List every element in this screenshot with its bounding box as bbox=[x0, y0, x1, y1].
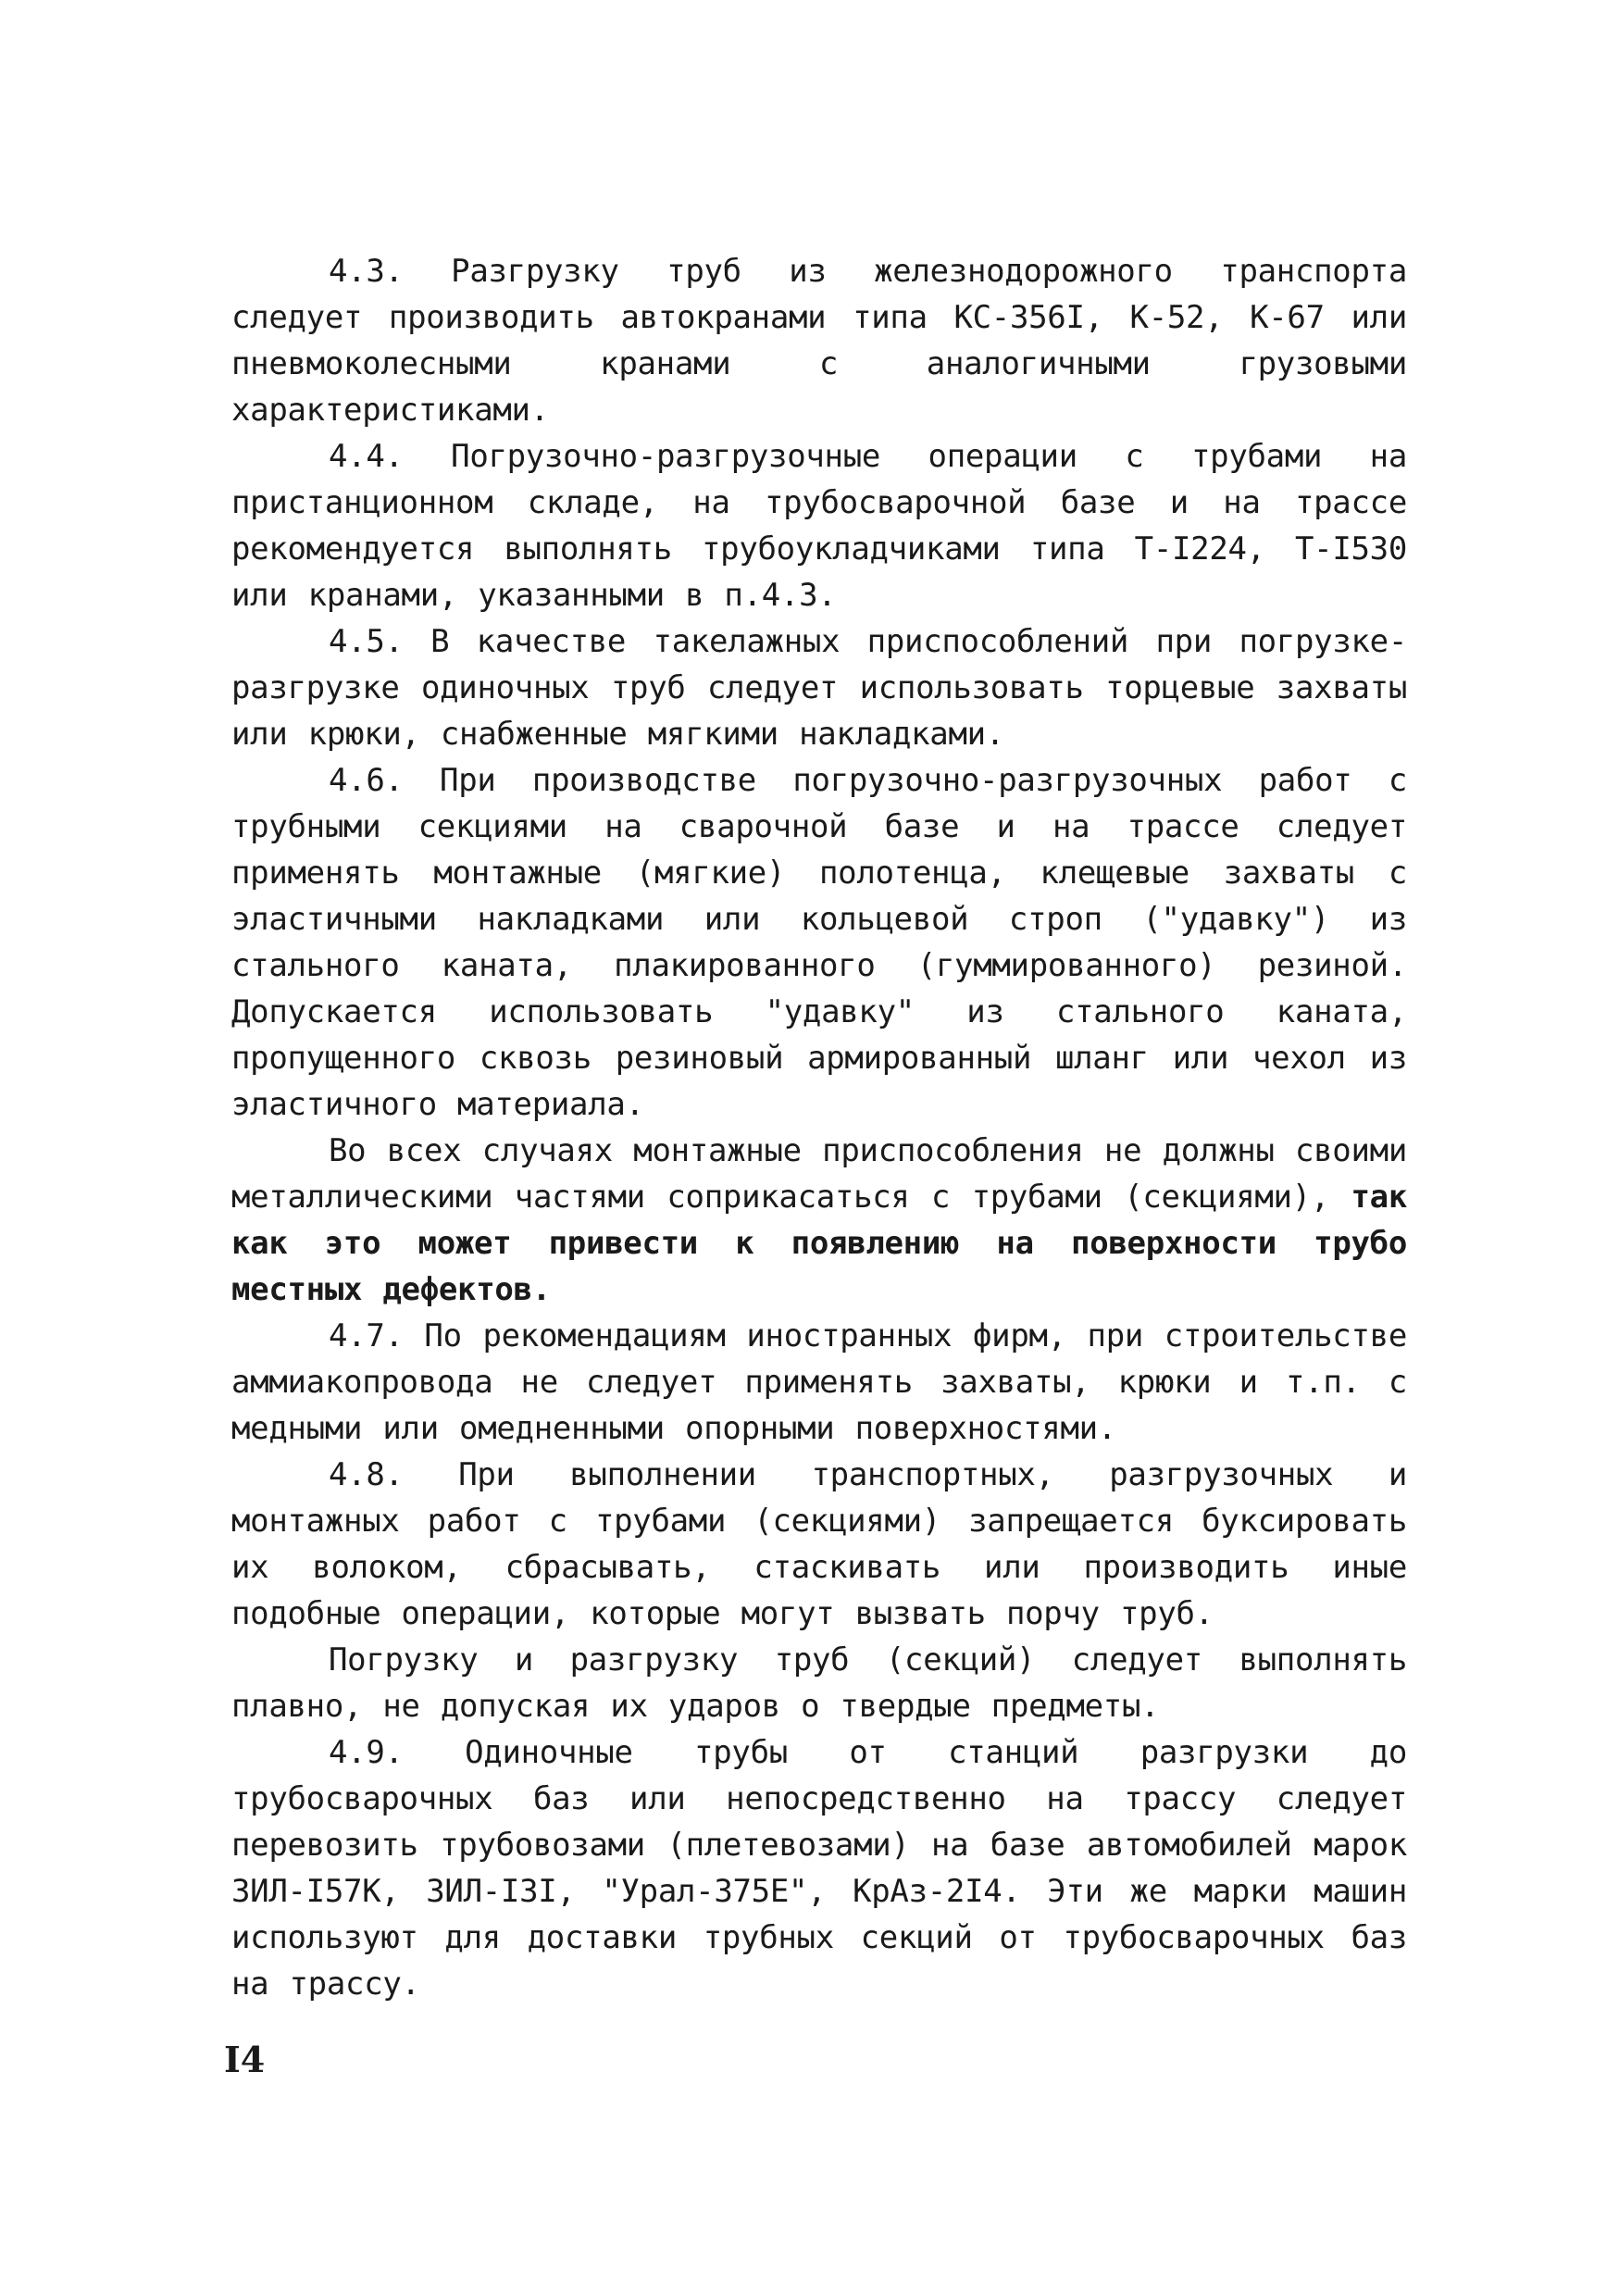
page-number: I4 bbox=[224, 2039, 266, 2080]
paragraph-4-4: 4.4. Погрузочно-разгрузочные операции с трубами на пристанционном складе, на трубосварочной базе и на трассе рекомендуется выполнять трубоукладчиками типа Т-I224, Т-I530 или кранами, указанными в п.4.3. bbox=[231, 438, 1407, 614]
body-text bbox=[231, 248, 1407, 2007]
paragraph-4-8: 4.8. При выполнении транспортных, разгрузочных и монтажных работ с трубами (секциями) запрещается буксировать их волоком, сбрасывать, стаскивать или производить иные подобные операции, которые могут вызвать порчу труб. bbox=[231, 1456, 1407, 1632]
paragraph-mounting-devices bbox=[231, 1128, 1407, 1313]
paragraph-loading-smoothly: Погрузку и разгрузку труб (секций) следует выполнять плавно, не допуская их ударов о твердые предметы. bbox=[231, 1641, 1407, 1725]
paragraph-4-9: 4.9. Одиночные трубы от станций разгрузки до трубосварочных баз или непосредственно на трассу следует перевозить трубовозами (плетевозами) на базе автомобилей марок ЗИЛ-I57К, ЗИЛ-I3I, "Урал-375Е", КрАз-2I4. Эти же марки машин используют для доставки трубных секций от трубосварочных баз на трассу. bbox=[231, 1734, 1407, 2003]
paragraph-mounting-devices-normal: Во всех случаях монтажные приспособления не должны своими металлическими частями соприкасаться с трубами (секциями), bbox=[231, 1132, 1407, 1216]
paragraph-mounting-devices-bold: так как это может привести к появлению на поверхности трубо местных дефектов. bbox=[231, 1179, 1407, 1308]
paragraph-4-6: 4.6. При производстве погрузочно-разгрузочных работ с трубными секциями на сварочной базе и на трассе следует применять монтажные (мягкие) полотенца, клещевые захваты с эластичными накладками или кольцевой строп ("удавку") из стального каната, плакированного (гуммированного) резиной. Допускается использовать "удавку" из стального каната, пропущенного сквозь резиновый армированный шланг или чехол из эластичного материала. bbox=[231, 762, 1407, 1123]
paragraph-4-5: 4.5. В качестве такелажных приспособлений при погрузке-разгрузке одиночных труб следует использовать торцевые захваты или крюки, снабженные мягкими накладками. bbox=[231, 623, 1407, 753]
paragraph-4-7: 4.7. По рекомендациям иностранных фирм, при строительстве аммиакопровода не следует применять захваты, крюки и т.п. с медными или омедненными опорными поверхностями. bbox=[231, 1317, 1407, 1447]
paragraph-4-3: 4.3. Разгрузку труб из железнодорожного транспорта следует производить автокранами типа КС-356I, К-52, К-67 или пневмоколесными кранами с аналогичными грузовыми характеристиками. bbox=[231, 253, 1407, 429]
